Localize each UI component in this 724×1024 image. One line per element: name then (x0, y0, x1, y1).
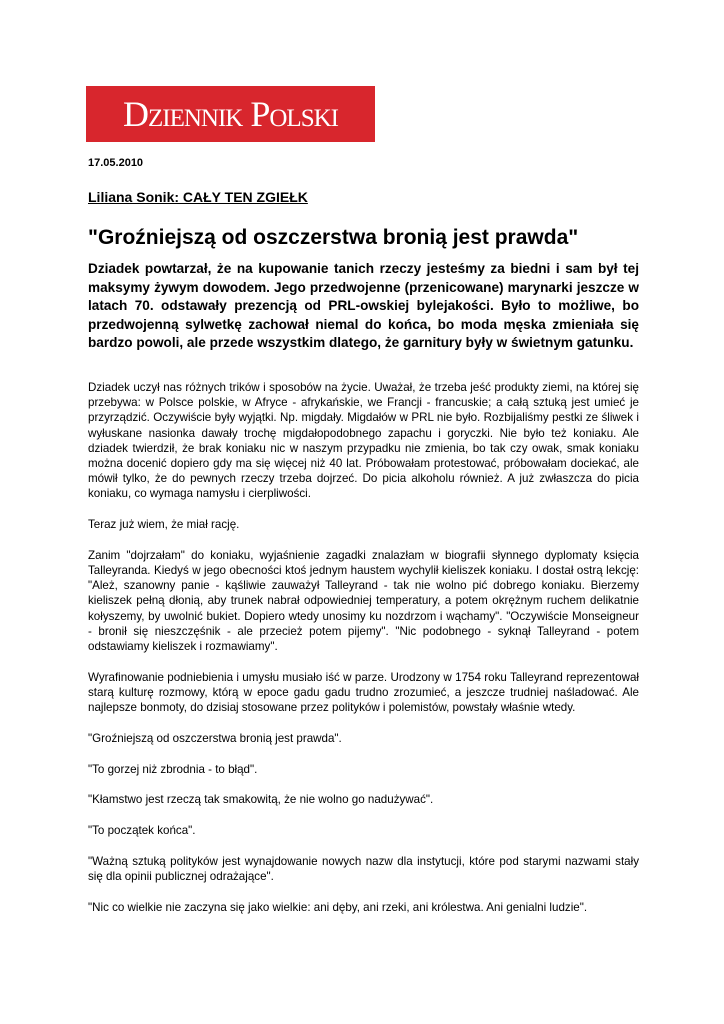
article-paragraph: Dziadek uczył nas różnych trików i sposobów na życie. Uważał, że trzeba jeść produkty ziemi, na której się przebywa: w Polsce polskie, w Afryce - afrykańskie, we Francji - francuskie; a całą sztuką jest umieć je przyrządzić. Oczywiście były wyjątki. Np. migdały. Migdałów w PRL nie było. Rozbijaliśmy pestki ze śliwek i wyłuskane nasionka dawały trochę migdałopodobnego zapachu i goryczki. Nie było też koniaku. Ale dziadek twierdził, że brak koniaku nic w naszym przypadku nie zmienia, bo tak czy owak, smak koniaku można docenić dopiero gdy ma się więcej niż 40 lat. Próbowałam protestować, próbowałam dociekać, ale mówił tylko, że do pewnych rzeczy trzeba dojrzeć. Do picia alkoholu również. A już zwłaszcza do picia koniaku, co wymaga namysłu i cierpliwości. (88, 381, 639, 501)
newspaper-logo (86, 86, 375, 142)
logo-text: Dziennik Polski (123, 94, 338, 134)
article-paragraph: Wyrafinowanie podniebienia i umysłu musiało iść w parze. Urodzony w 1754 roku Talleyrand reprezentował starą kulturę rozmowy, którą w epoce gadu gadu trudno zrozumieć, a jeszcze trudniej naśladować. Ale najlepsze bonmoty, do dzisiaj stosowane przez polityków i polemistów, powstały właśnie wtedy. (88, 670, 639, 715)
quote-paragraph: "Kłamstwo jest rzeczą tak smakowitą, że nie wolno go nadużywać". (88, 793, 434, 807)
quote-paragraph: "To początek końca". (88, 823, 196, 837)
publication-date: 17.05.2010 (88, 157, 144, 169)
article-body (88, 380, 639, 930)
quote-paragraph: "Groźniejszą od oszczerstwa bronią jest prawda". (88, 731, 342, 745)
quote-paragraph: "Nic co wielkie nie zaczyna się jako wielkie: ani dęby, ani rzeki, ani królestwa. Ani genialni ludzie". (88, 900, 588, 914)
quote-paragraph: "To gorzej niż zbrodnia - to błąd". (88, 762, 258, 776)
article-paragraph: Teraz już wiem, że miał rację. (88, 518, 240, 532)
column-author-line: Liliana Sonik: CAŁY TEN ZGIEŁK (88, 189, 308, 205)
article-paragraph: Zanim "dojrzałam" do koniaku, wyjaśnienie zagadki znalazłam w biografii słynnego dyplomaty księcia Talleyranda. Kiedyś w jego obecności ktoś jednym haustem wychylił kieliszek koniaku. I dostał ostrą lekcję: "Ależ, szanowny panie - kąśliwie zauważył Talleyrand - tak nie wolno pić dobrego koniaku. Bierzemy kieliszek pełną dłonią, aby trunek nabrał odpowiedniej temperatury, a potem okrężnym ruchem delikatnie kołyszemy, by uwolnić bukiet. Dopiero wtedy unosimy ku nozdrzom i wąchamy". "Oczywiście Monseigneur - bronił się nieszczęśnik - ale przecież potem pijemy". "Nic podobnego - syknął Talleyrand - potem odstawiamy kieliszek i rozmawiamy". (88, 548, 639, 654)
article-title: "Groźniejszą od oszczerstwa bronią jest prawda" (88, 226, 579, 249)
article-lead: Dziadek powtarzał, że na kupowanie tanich rzeczy jesteśmy za biedni i sam był tej maksymy żywym dowodem. Jego przedwojenne (przenicowane) marynarki jeszcze w latach 70. odstawały prezencją od PRL-owskiej bylejakości. Było to możliwe, bo przedwojenną sylwetkę zachował niemal do końca, bo moda męska zmieniała się bardzo powoli, ale przede wszystkim dlatego, że garnitury były w świetnym gatunku. (88, 261, 639, 350)
quote-paragraph: "Ważną sztuką polityków jest wynajdowanie nowych nazw dla instytucji, które pod starymi nazwami stały się dla opinii publicznej odrażające". (88, 854, 639, 883)
